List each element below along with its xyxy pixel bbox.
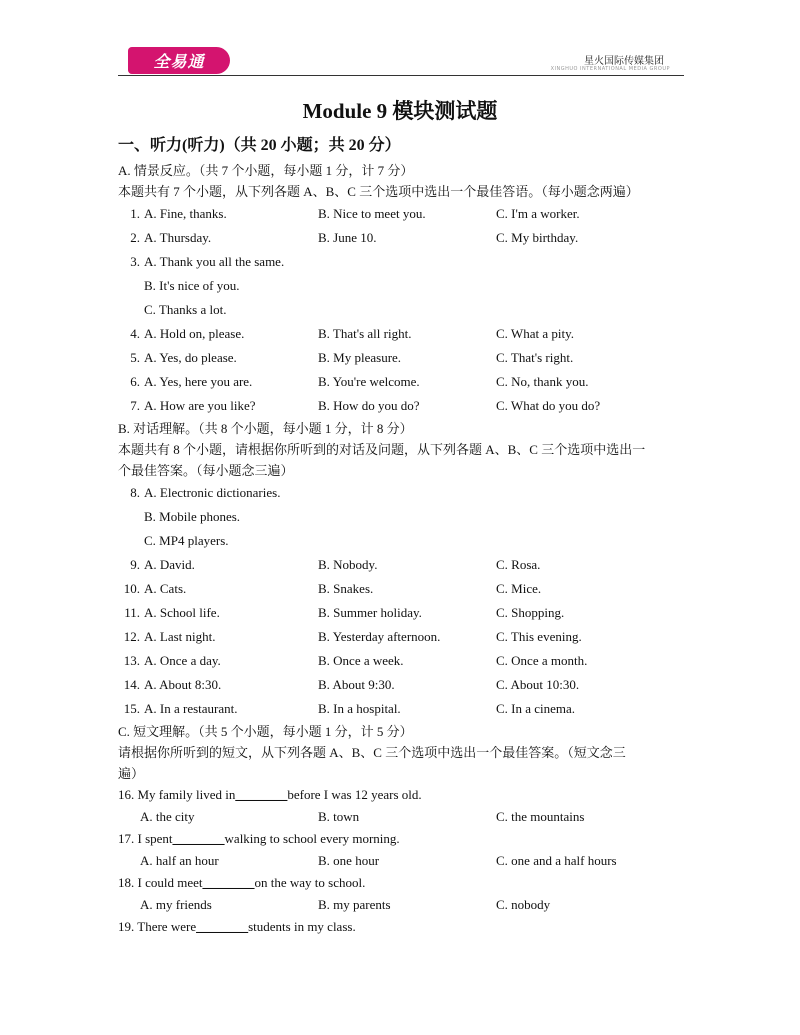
question-number: 14. <box>123 677 140 692</box>
stem-text: on the way to school. <box>254 875 366 890</box>
answer-blank: ________ <box>196 919 249 934</box>
option-b: B. In a hospital. <box>318 701 401 716</box>
option-a: A. Hold on, please. <box>144 326 245 341</box>
option-a: A. In a restaurant. <box>144 701 238 716</box>
option-b: B. Snakes. <box>318 581 374 596</box>
question-row <box>118 481 684 505</box>
option-b: B. Yesterday afternoon. <box>318 629 441 644</box>
option-b: B. Nobody. <box>318 557 378 572</box>
option-a: A. David. <box>144 557 195 572</box>
question-row <box>118 553 684 577</box>
publisher-subtitle: XINGHUO INTERNATIONAL MEDIA GROUP <box>550 66 670 72</box>
option-a: A. my friends <box>140 897 212 912</box>
question-stem <box>118 872 684 894</box>
option-b: B. How do you do? <box>318 398 420 413</box>
page-title: Module 9 模块测试题 <box>302 99 498 123</box>
question-row <box>118 649 684 673</box>
question-row <box>118 577 684 601</box>
option-c: C. About 10:30. <box>496 677 580 692</box>
stem-text: 16. My family lived in <box>118 787 236 802</box>
option-c: C. In a cinema. <box>496 701 576 716</box>
header-rule <box>118 75 684 76</box>
option-row <box>118 298 684 322</box>
question-row <box>118 322 684 346</box>
question-stem <box>118 784 684 806</box>
option-a: A. Last night. <box>144 629 216 644</box>
option-c: C. That's right. <box>496 350 574 365</box>
option-c: C. Once a month. <box>496 653 588 668</box>
option-a: A. half an hour <box>140 853 219 868</box>
question-number: 3. <box>130 254 140 269</box>
option-a: A. Thank you all the same. <box>144 254 285 269</box>
partC-instruction-line2: 遍） <box>118 766 145 781</box>
option-b: B. Nice to meet you. <box>318 206 426 221</box>
question-row <box>118 226 684 250</box>
partB-heading: B. 对话理解。（共 8 个小题，每小题 1 分，计 8 分） <box>118 421 413 436</box>
question-number: 4. <box>130 326 140 341</box>
partC-heading: C. 短文理解。（共 5 个小题，每小题 1 分，计 5 分） <box>118 724 413 739</box>
question-number: 10. <box>123 581 140 596</box>
option-c: C. I'm a worker. <box>496 206 580 221</box>
option-c: C. What do you do? <box>496 398 601 413</box>
option-b: B. Once a week. <box>318 653 404 668</box>
option-row <box>118 274 684 298</box>
page-header <box>118 44 684 76</box>
option-c: C. the mountains <box>496 809 585 824</box>
question-row <box>118 370 684 394</box>
question-number: 7. <box>130 398 140 413</box>
question-number: 13. <box>123 653 140 668</box>
option-a: A. the city <box>140 809 195 824</box>
stem-text: 17. I spent <box>118 831 173 846</box>
partA-heading: A. 情景反应。（共 7 个小题，每小题 1 分，计 7 分） <box>118 163 414 178</box>
question-row <box>118 202 684 226</box>
partB-instruction-line2: 个最佳答案。（每小题念三遍） <box>118 463 294 478</box>
answer-blank: ________ <box>235 787 288 802</box>
stem-text: 18. I could meet <box>118 875 203 890</box>
option-b: B. About 9:30. <box>318 677 395 692</box>
option-b: B. town <box>318 809 360 824</box>
option-b: B. Mobile phones. <box>144 509 241 524</box>
option-a: A. How are you like? <box>144 398 256 413</box>
option-b: B. Summer holiday. <box>318 605 422 620</box>
option-a: A. Electronic dictionaries. <box>144 485 281 500</box>
partB-instruction-line1: 本题共有 8 个小题，请根据你所听到的对话及问题，从下列各题 A、B、C 三个选项中选出一 <box>118 442 646 457</box>
option-b: B. It's nice of you. <box>144 278 240 293</box>
option-c: C. No, thank you. <box>496 374 589 389</box>
option-a: A. Thursday. <box>144 230 212 245</box>
option-a: A. About 8:30. <box>144 677 222 692</box>
stem-text: before I was 12 years old. <box>287 787 422 802</box>
question-number: 2. <box>130 230 140 245</box>
option-c: C. MP4 players. <box>144 533 229 548</box>
option-c: C. Thanks a lot. <box>144 302 227 317</box>
question-row <box>118 250 684 274</box>
options-row <box>118 894 684 916</box>
question-row <box>118 346 684 370</box>
answer-blank: ________ <box>202 875 255 890</box>
question-stem <box>118 916 684 938</box>
question-stem <box>118 828 684 850</box>
brand-logo <box>128 47 230 74</box>
option-a: A. Yes, do please. <box>144 350 237 365</box>
stem-text: 19. There were <box>118 919 197 934</box>
question-row <box>118 697 684 721</box>
logo-text: 全易通 <box>153 52 205 71</box>
option-c: C. Shopping. <box>496 605 565 620</box>
option-a: A. Yes, here you are. <box>144 374 253 389</box>
option-c: C. What a pity. <box>496 326 574 341</box>
option-b: B. my parents <box>318 897 391 912</box>
stem-text: walking to school every morning. <box>224 831 400 846</box>
option-c: C. one and a half hours <box>496 853 617 868</box>
question-number: 1. <box>130 206 140 221</box>
option-a: A. Fine, thanks. <box>144 206 227 221</box>
question-number: 8. <box>130 485 140 500</box>
question-row <box>118 394 684 418</box>
question-number: 9. <box>130 557 140 572</box>
option-c: C. nobody <box>496 897 551 912</box>
partC-instruction-line1: 请根据你所听到的短文，从下列各题 A、B、C 三个选项中选出一个最佳答案。（短文念三 <box>118 745 626 760</box>
option-a: A. Once a day. <box>144 653 221 668</box>
question-number: 12. <box>123 629 140 644</box>
partA-instruction: 本题共有 7 个小题，从下列各题 A、B、C 三个选项中选出一个最佳答语。（每小题念两遍） <box>118 184 639 199</box>
options-row <box>118 806 684 828</box>
question-row <box>118 673 684 697</box>
question-row <box>118 601 684 625</box>
question-number: 15. <box>123 701 140 716</box>
option-c: C. My birthday. <box>496 230 579 245</box>
question-number: 6. <box>130 374 140 389</box>
question-row <box>118 625 684 649</box>
options-row <box>118 850 684 872</box>
option-c: C. Mice. <box>496 581 542 596</box>
option-a: A. School life. <box>144 605 220 620</box>
exam-content <box>118 160 684 938</box>
option-row <box>118 529 684 553</box>
option-b: B. That's all right. <box>318 326 412 341</box>
answer-blank: ________ <box>172 831 225 846</box>
option-b: B. June 10. <box>318 230 377 245</box>
option-c: C. Rosa. <box>496 557 541 572</box>
option-a: A. Cats. <box>144 581 187 596</box>
question-number: 5. <box>130 350 140 365</box>
stem-text: students in my class. <box>248 919 356 934</box>
publisher-name: 星火国际传媒集团 <box>584 56 664 67</box>
option-b: B. one hour <box>318 853 380 868</box>
option-b: B. You're welcome. <box>318 374 420 389</box>
question-number: 11. <box>124 605 140 620</box>
option-c: C. This evening. <box>496 629 582 644</box>
option-b: B. My pleasure. <box>318 350 402 365</box>
option-row <box>118 505 684 529</box>
section-heading: 一、听力(听力)（共 20 小题；共 20 分） <box>118 137 401 154</box>
